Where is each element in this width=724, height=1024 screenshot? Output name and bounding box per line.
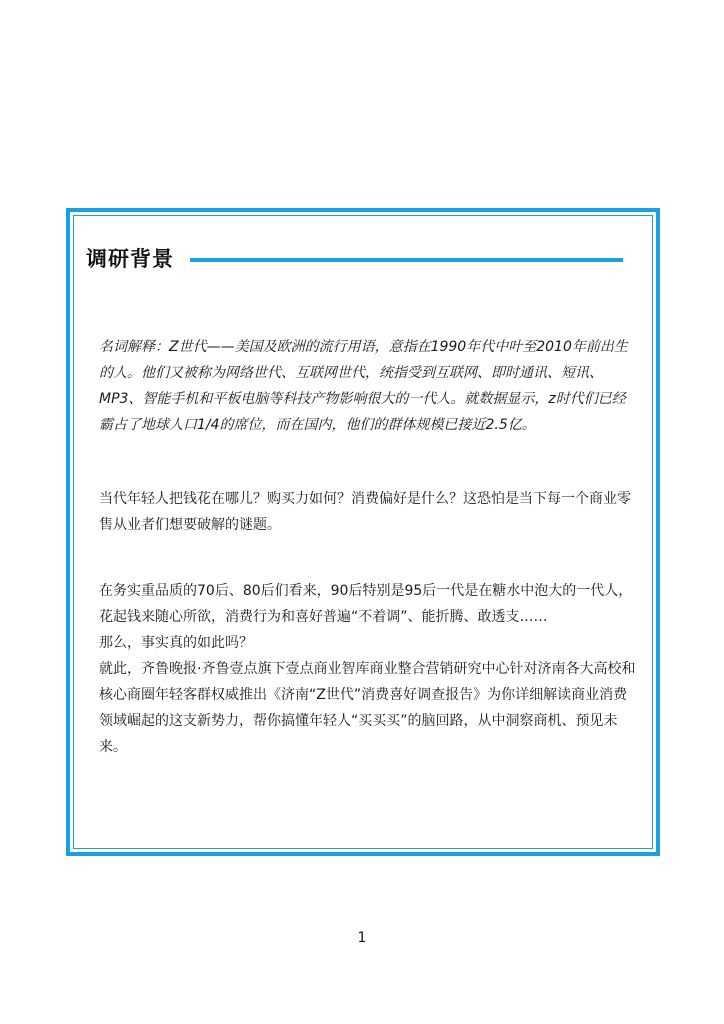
section-title: 调研背景 <box>86 247 174 271</box>
title-underline-rule <box>190 258 623 262</box>
page-number: 1 <box>357 930 367 946</box>
body-line: 那么，事实真的如此吗？ <box>99 635 253 651</box>
body-line: 就此，齐鲁晚报·齐鲁壹点旗下壹点商业智库商业整合营销研究中心针对济南各大高校和核心商圈年轻客群权威推出《济南“Z世代”消费喜好调查报告》为你详细解读商业消费领域崛起的这支新势力，帮你搞懂年轻人“买买买”的脑回路，从中洞察商机、预见未来。 <box>99 661 636 755</box>
question-paragraph: 当代年轻人把钱花在哪儿？购买力如何？消费偏好是什么？这恐怕是当下每一个商业零售从业者们想要破解的谜题。 <box>99 491 631 533</box>
body-line: 在务实重品质的70后、80后们看来，90后特别是95后一代是在糖水中泡大的一代人，花起钱来随心所欲，消费行为和喜好普遍“不着调”、能折腾、敢透支…… <box>99 583 633 625</box>
body-paragraph-group <box>99 578 639 760</box>
definition-paragraph: 名词解释：Z世代——美国及欧洲的流行用语，意指在1990年代中叶至2010年前出生的人。他们又被称为网络世代、互联网世代，统指受到互联网、即时通讯、短讯、MP3、智能手机和平板电脑等科技产物影响很大的一代人。就数据显示，z时代们已经霸占了地球人口1/4的席位，而在国内，他们的群体规模已接近2.5亿。 <box>99 339 628 433</box>
